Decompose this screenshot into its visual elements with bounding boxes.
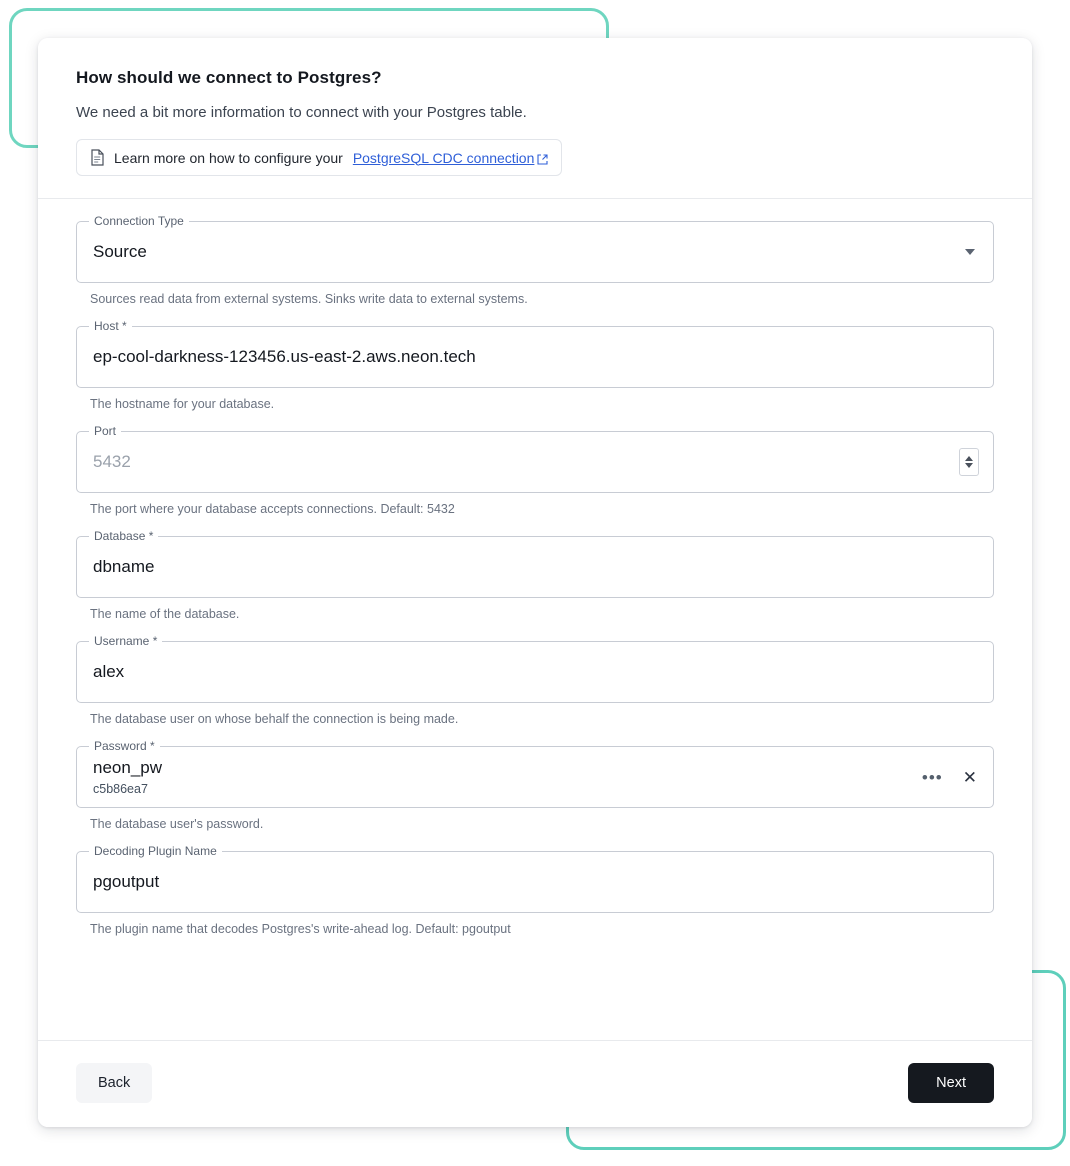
field-decoding-plugin-name bbox=[76, 844, 994, 913]
field-connection-type bbox=[76, 214, 994, 283]
chevron-down-icon[interactable] bbox=[965, 249, 975, 255]
username-helper: The database user on whose behalf the connection is being made. bbox=[90, 712, 459, 726]
postgres-cdc-link-label: PostgreSQL CDC connection bbox=[352, 149, 535, 166]
password-label: Password * bbox=[89, 739, 160, 753]
external-link-icon bbox=[537, 152, 548, 163]
dialog-body bbox=[38, 199, 1032, 1041]
dialog-header bbox=[38, 38, 1032, 199]
decoding-plugin-name-input[interactable] bbox=[76, 844, 994, 913]
field-password bbox=[76, 739, 994, 808]
connection-type-value: Source bbox=[93, 241, 147, 261]
database-label: Database * bbox=[89, 529, 158, 543]
decoding-plugin-name-label: Decoding Plugin Name bbox=[89, 844, 222, 858]
port-input[interactable] bbox=[76, 424, 994, 493]
postgres-cdc-link[interactable] bbox=[353, 150, 549, 166]
password-secret-hint: c5b86ea7 bbox=[93, 782, 148, 797]
password-actions bbox=[922, 769, 977, 786]
decoding-plugin-name-helper: The plugin name that decodes Postgres's write-ahead log. Default: pgoutput bbox=[90, 922, 511, 936]
field-port bbox=[76, 424, 994, 493]
port-stepper[interactable] bbox=[959, 448, 979, 476]
field-username bbox=[76, 634, 994, 703]
dialog-footer bbox=[38, 1041, 1032, 1127]
decoding-plugin-name-value: pgoutput bbox=[93, 871, 160, 891]
password-value: neon_pw bbox=[93, 757, 163, 777]
learn-more-text: Learn more on how to configure your bbox=[114, 149, 343, 166]
username-label: Username * bbox=[89, 634, 162, 648]
database-value: dbname bbox=[93, 556, 155, 576]
field-database bbox=[76, 529, 994, 598]
password-helper: The database user's password. bbox=[90, 817, 264, 831]
field-host bbox=[76, 319, 994, 388]
stepper-down-icon[interactable] bbox=[965, 463, 973, 468]
port-label: Port bbox=[89, 424, 121, 438]
password-input[interactable] bbox=[76, 739, 994, 808]
host-value: ep-cool-darkness-123456.us-east-2.aws.neon.tech bbox=[93, 346, 476, 366]
username-value: alex bbox=[93, 661, 125, 681]
more-options-icon[interactable]: ••• bbox=[921, 767, 943, 787]
back-button[interactable]: Back bbox=[76, 1063, 152, 1103]
database-input[interactable] bbox=[76, 529, 994, 598]
username-input[interactable] bbox=[76, 634, 994, 703]
host-input[interactable] bbox=[76, 319, 994, 388]
next-button[interactable]: Next bbox=[908, 1063, 994, 1103]
stepper-up-icon[interactable] bbox=[965, 456, 973, 461]
host-helper: The hostname for your database. bbox=[90, 397, 275, 411]
dialog-subtitle: We need a bit more information to connect with your Postgres table. bbox=[76, 104, 527, 121]
learn-more-chip[interactable] bbox=[76, 139, 562, 176]
port-placeholder: 5432 bbox=[93, 451, 131, 471]
password-value-stack bbox=[93, 758, 922, 796]
connect-postgres-dialog bbox=[38, 38, 1032, 1127]
clear-icon[interactable]: ✕ bbox=[962, 767, 977, 787]
dialog-title: How should we connect to Postgres? bbox=[76, 68, 382, 87]
connection-type-label: Connection Type bbox=[89, 214, 189, 228]
port-helper: The port where your database accepts connections. Default: 5432 bbox=[90, 502, 455, 516]
document-icon bbox=[90, 149, 104, 166]
host-label: Host * bbox=[89, 319, 132, 333]
database-helper: The name of the database. bbox=[90, 607, 240, 621]
connection-type-select[interactable] bbox=[76, 214, 994, 283]
connection-type-helper: Sources read data from external systems. Sinks write data to external systems. bbox=[90, 292, 528, 306]
